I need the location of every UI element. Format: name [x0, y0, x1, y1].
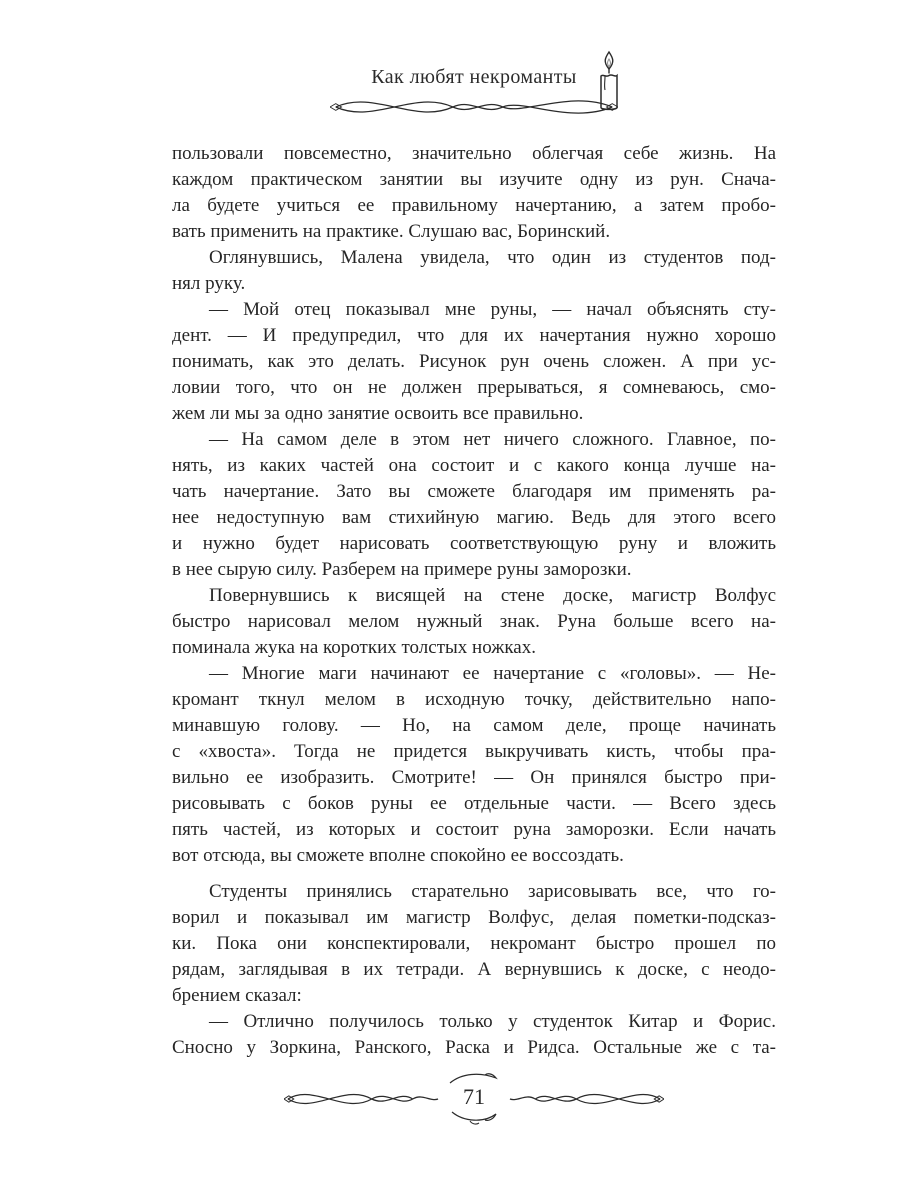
text-line: — На самом деле в этом нет ничего сложного. Главное, по-	[209, 429, 776, 450]
text-line: нять, из каких частей она состоит и с какого конца лучше на-	[172, 455, 776, 476]
text-line: ворил и показывал им магистр Волфус, делая пометки-подсказ-	[172, 907, 776, 928]
text-line: с «хвоста». Тогда не придется выкручивать кисть, чтобы пра-	[172, 741, 776, 762]
page-number: 71	[463, 1084, 485, 1109]
text-line: поминала жука на коротких толстых ножках.	[172, 637, 536, 658]
paragraph	[172, 583, 776, 661]
text-line: рядам, заглядывая в их тетради. А вернувшись к доске, с неодо-	[172, 959, 776, 980]
text-line: быстро нарисовал мелом нужный знак. Руна больше всего на-	[172, 611, 776, 632]
text-line: пользовали повсеместно, значительно облегчая себе жизнь. На	[172, 143, 776, 164]
text-line: — Отлично получилось только у студенток Китар и Форис.	[209, 1011, 776, 1032]
text-line: понимать, как это делать. Рисунок рун очень сложен. А при ус-	[172, 351, 776, 372]
text-line: вать применить на практике. Слушаю вас, Боринский.	[172, 221, 611, 242]
body-text	[172, 141, 776, 1061]
footer-flourish-left	[284, 1087, 440, 1111]
text-line: Оглянувшись, Малена увидела, что один из студентов под-	[209, 247, 776, 268]
text-line: нее недоступную вам стихийную магию. Ведь для этого всего	[172, 507, 776, 528]
paragraph	[172, 297, 776, 427]
text-line: вильно ее изобразить. Смотрите! — Он принялся быстро при-	[172, 767, 776, 788]
text-line: каждом практическом занятии вы изучите одну из рун. Снача-	[172, 169, 776, 190]
paragraph	[172, 661, 776, 869]
text-line: Повернувшись к висящей на стене доске, магистр Волфус	[209, 585, 776, 606]
paragraph	[172, 879, 776, 1009]
text-line: минавшую голову. — Но, на самом деле, проще начинать	[172, 715, 776, 736]
vine-bottom-icon	[446, 1109, 502, 1127]
text-line: дент. — И предупредил, что для их начертания нужно хорошо	[172, 325, 776, 346]
book-title: Как любят некроманты	[371, 66, 577, 88]
header-flourish-ornament	[330, 95, 618, 119]
text-line: Студенты принялись старательно зарисовывать все, что го-	[209, 881, 776, 902]
text-line: чать начертание. Зато вы сможете благодаря им применять ра-	[172, 481, 776, 502]
text-line: пять частей, из которых и состоит руна заморозки. Если начать	[172, 819, 776, 840]
text-line: нял руку.	[172, 273, 246, 294]
text-line: ла будете учиться ее правильному начертанию, а затем пробо-	[172, 195, 776, 216]
text-line: вот отсюда, вы сможете вполне спокойно ее воссоздать.	[172, 845, 624, 866]
text-line: — Мой отец показывал мне руны, — начал объяснять сту-	[209, 299, 776, 320]
footer-flourish-right	[508, 1087, 664, 1111]
page-content	[172, 0, 776, 1127]
page-number-ornament	[446, 1071, 502, 1127]
running-header	[172, 66, 776, 119]
text-line: рисовывать с боков руны ее отдельные части. — Всего здесь	[172, 793, 776, 814]
paragraph	[172, 141, 776, 245]
text-line: брением сказал:	[172, 985, 302, 1006]
paragraph	[172, 1009, 776, 1061]
text-line: кромант ткнул мелом в исходную точку, действительно напо-	[172, 689, 776, 710]
candle-icon	[592, 50, 626, 112]
paragraph	[172, 427, 776, 583]
text-line: ловии того, что он не должен прерываться, я сомневаюсь, смо-	[172, 377, 776, 398]
text-line: — Многие маги начинают ее начертание с «головы». — Не-	[209, 663, 776, 684]
text-line: и нужно будет нарисовать соответствующую руну и вложить	[172, 533, 776, 554]
paragraph	[172, 245, 776, 297]
text-line: жем ли мы за одно занятие освоить все правильно.	[172, 403, 584, 424]
text-line: Сносно у Зоркина, Ранского, Раска и Ридса. Остальные же с та-	[172, 1037, 776, 1058]
text-line: ки. Пока они конспектировали, некромант быстро прошел по	[172, 933, 776, 954]
text-line: в нее сырую силу. Разберем на примере руны заморозки.	[172, 559, 632, 580]
vine-top-icon	[446, 1071, 502, 1085]
page-footer	[172, 1071, 776, 1127]
